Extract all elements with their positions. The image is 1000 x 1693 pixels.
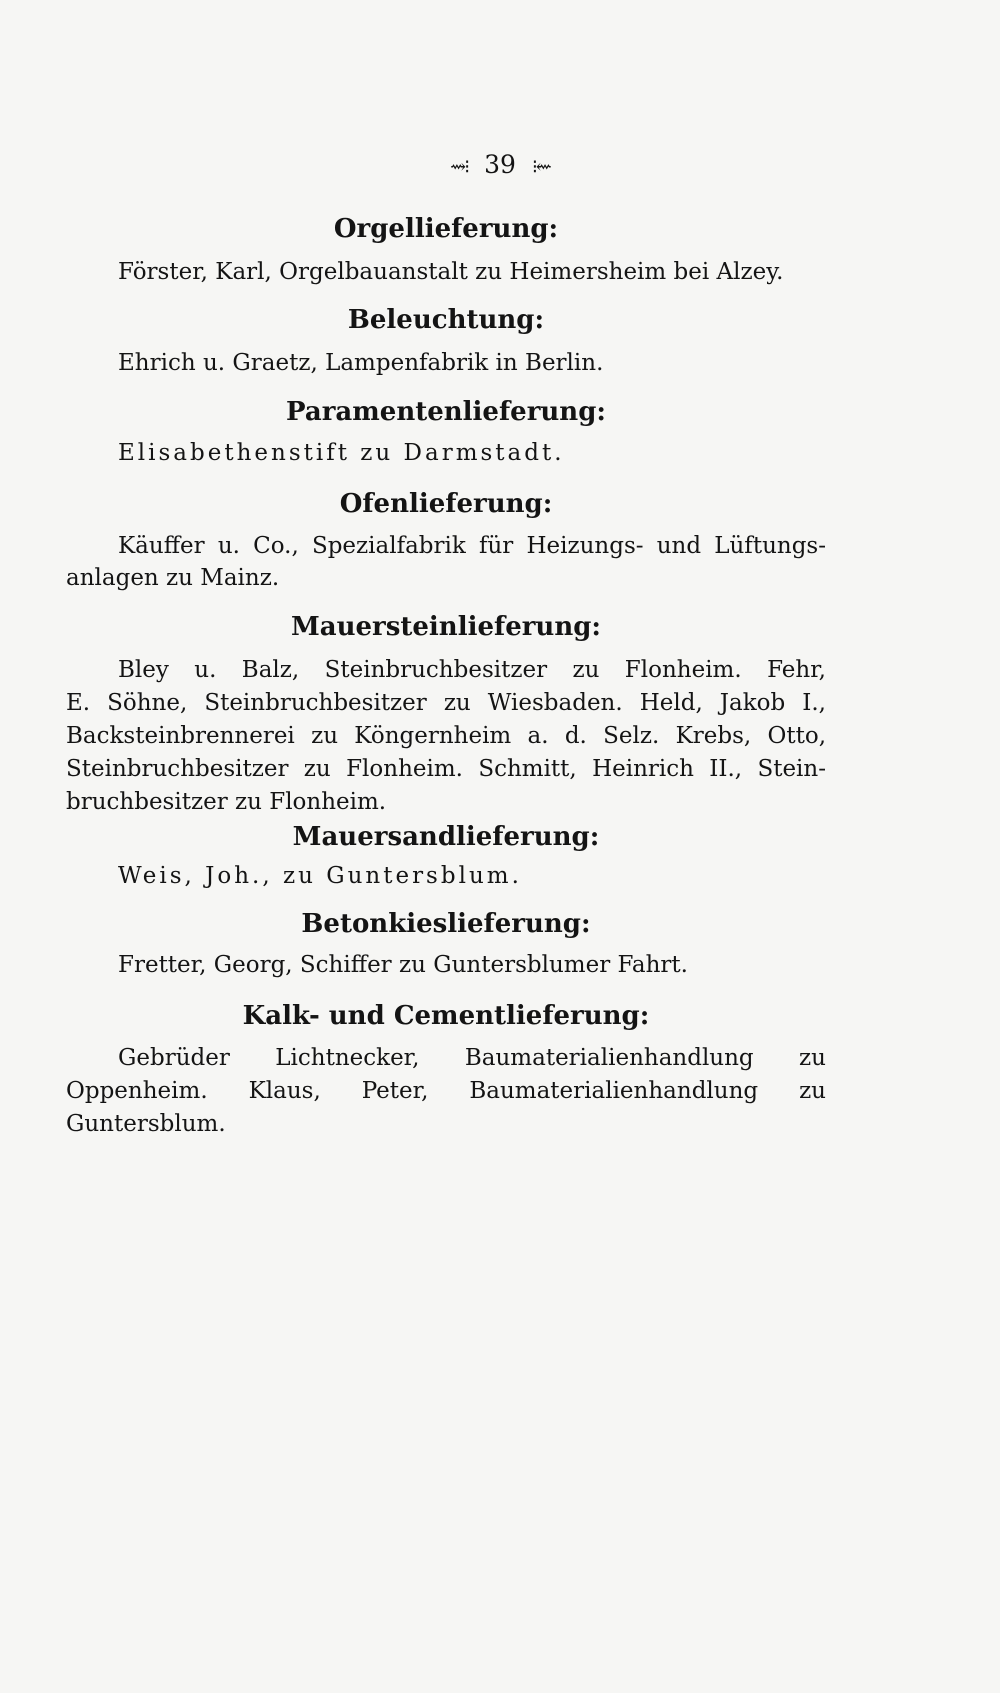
section-heading-beleuchtung: Beleuchtung:: [347, 305, 545, 335]
section-line: E. Söhne, Steinbruchbesitzer zu Wiesbaden. Held, Jakob I.,: [66, 690, 826, 716]
section-line: Steinbruchbesitzer zu Flonheim. Schmitt, Heinrich II., Stein-: [66, 756, 826, 782]
section-heading-ofenlieferung: Ofenlieferung:: [339, 489, 553, 519]
section-heading-orgellieferung: Orgellieferung:: [333, 214, 559, 244]
right-ornament-icon: ⁝⇜: [531, 156, 550, 178]
section-heading-mauersandlieferung: Mauersandlieferung:: [292, 822, 600, 852]
section-line: anlagen zu Mainz.: [66, 565, 280, 591]
section-line: Weis, Joh., zu Guntersblum.: [118, 863, 522, 889]
section-line: Gebrüder Lichtnecker, Baumaterialienhandlung zu: [118, 1045, 826, 1071]
section-line: Backsteinbrennerei zu Köngernheim a. d. Selz. Krebs, Otto,: [66, 723, 826, 749]
page-number: [0, 150, 1000, 179]
page-number-value: 39: [484, 150, 516, 179]
section-line: Fretter, Georg, Schiffer zu Guntersblumer Fahrt.: [118, 952, 688, 978]
section-heading-kalk-und-cementlieferung: Kalk- und Cementlieferung:: [242, 1001, 650, 1031]
section-line: Ehrich u. Graetz, Lampenfabrik in Berlin.: [118, 350, 604, 376]
section-line: Bley u. Balz, Steinbruchbesitzer zu Flonheim. Fehr,: [118, 657, 826, 683]
left-ornament-icon: ⇝⁝: [450, 156, 469, 178]
section-line: bruchbesitzer zu Flonheim.: [66, 789, 387, 815]
section-heading-paramentenlieferung: Paramentenlieferung:: [286, 397, 606, 427]
section-heading-betonkieslieferung: Betonkieslieferung:: [301, 909, 591, 939]
section-line: Elisabethenstift zu Darmstadt.: [118, 440, 565, 466]
section-line: Förster, Karl, Orgelbauanstalt zu Heimersheim bei Alzey.: [118, 259, 784, 285]
section-heading-mauersteinlieferung: Mauersteinlieferung:: [290, 612, 602, 642]
section-line: Oppenheim. Klaus, Peter, Baumaterialienhandlung zu: [66, 1078, 826, 1104]
section-line: Guntersblum.: [66, 1111, 226, 1137]
section-line: Käuffer u. Co., Spezialfabrik für Heizungs- und Lüftungs-: [118, 533, 826, 559]
